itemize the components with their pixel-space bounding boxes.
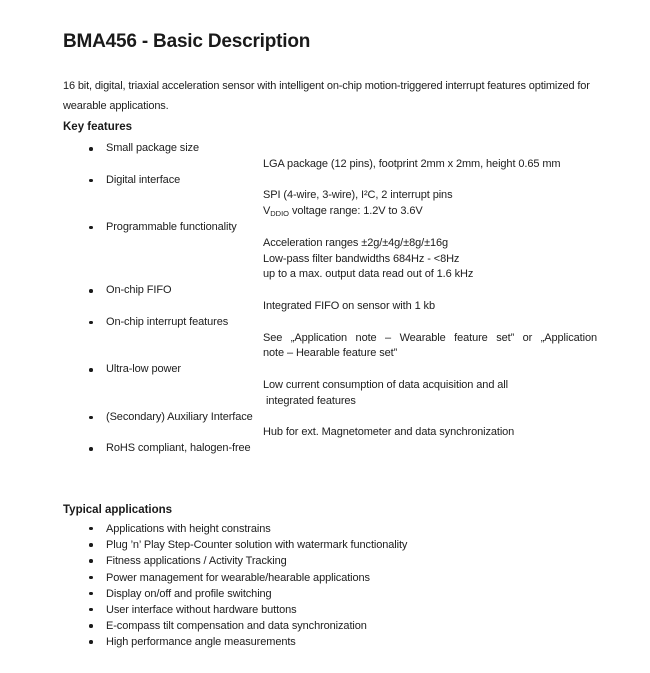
- feature-item: [63, 441, 600, 457]
- application-label: Power management for wearable/hearable applications: [106, 571, 370, 584]
- application-item: [63, 521, 600, 537]
- feature-detail-line: Hub for ext. Magnetometer and data synchronization: [263, 426, 515, 439]
- feature-label: On-chip FIFO: [106, 284, 172, 297]
- vddio-symbol: V: [263, 205, 271, 218]
- feature-item: [63, 410, 600, 442]
- bullet-icon: [89, 576, 93, 580]
- feature-detail-line: See „Application note – Wearable feature set” or „Application: [263, 331, 597, 344]
- feature-details: [263, 157, 597, 173]
- feature-detail-line: Low-pass filter bandwidths 684Hz - <8Hz: [263, 252, 460, 265]
- feature-label: RoHS compliant, halogen-free: [106, 442, 251, 455]
- bullet-icon: [89, 608, 93, 612]
- key-features-heading: Key features: [63, 121, 133, 133]
- bullet-icon: [89, 147, 93, 151]
- feature-detail-line: SPI (4-wire, 3-wire), I²C, 2 interrupt pins: [263, 189, 453, 202]
- bullet-icon: [89, 368, 93, 372]
- bullet-icon: [89, 321, 93, 325]
- bullet-icon: [89, 179, 93, 183]
- feature-item: [63, 315, 600, 362]
- application-label: E-compass tilt compensation and data synchronization: [106, 620, 367, 633]
- feature-detail-line: Low current consumption of data acquisition and all: [263, 378, 508, 391]
- application-item: [63, 634, 600, 650]
- feature-label: Programmable functionality: [106, 220, 237, 233]
- feature-label: On-chip interrupt features: [106, 315, 229, 328]
- feature-item: [63, 283, 600, 315]
- feature-detail-line: Integrated FIFO on sensor with 1 kb: [263, 299, 435, 312]
- application-item: [63, 618, 600, 634]
- vddio-text: voltage range: 1.2V to 3.6V: [289, 205, 423, 218]
- bullet-icon: [89, 289, 93, 293]
- feature-item: [63, 220, 600, 283]
- feature-label: Digital interface: [106, 173, 181, 186]
- application-item: [63, 586, 600, 602]
- feature-bullet-line: [63, 315, 600, 331]
- bullet-icon: [89, 543, 93, 547]
- bullet-icon: [89, 226, 93, 230]
- bullet-icon: [89, 416, 93, 420]
- feature-item: [63, 173, 600, 220]
- key-features-section: [63, 119, 600, 457]
- bullet-icon: [89, 640, 93, 644]
- application-label: Fitness applications / Activity Tracking: [106, 555, 287, 568]
- feature-label: (Secondary) Auxiliary Interface: [106, 410, 253, 423]
- feature-item: [63, 141, 600, 173]
- feature-bullet-line: [63, 410, 600, 426]
- feature-bullet-line: [63, 141, 600, 157]
- application-label: High performance angle measurements: [106, 636, 296, 649]
- feature-detail-line-vddio: [263, 204, 597, 220]
- typical-applications-list: [63, 521, 600, 651]
- feature-details: [263, 331, 597, 363]
- bullet-icon: [89, 527, 93, 531]
- feature-detail-line: up to a max. output data read out of 1.6 kHz: [263, 268, 474, 281]
- key-features-list: [63, 141, 600, 457]
- feature-details: [263, 236, 597, 283]
- bullet-icon: [89, 624, 93, 628]
- application-item: [63, 537, 600, 553]
- feature-bullet-line: [63, 441, 600, 457]
- application-label: Display on/off and profile switching: [106, 587, 272, 600]
- feature-bullet-line: [63, 283, 600, 299]
- feature-detail-line: LGA package (12 pins), footprint 2mm x 2mm, height 0.65 mm: [263, 157, 561, 170]
- feature-label: Small package size: [106, 142, 199, 154]
- application-label: User interface without hardware buttons: [106, 603, 297, 616]
- feature-details: [263, 378, 597, 410]
- application-item: [63, 553, 600, 569]
- bullet-icon: [89, 592, 93, 596]
- feature-details: [263, 188, 597, 220]
- feature-item: [63, 362, 600, 409]
- feature-details: [263, 425, 597, 441]
- feature-bullet-line: [63, 362, 600, 378]
- application-item: [63, 602, 600, 618]
- feature-bullet-line: [63, 220, 600, 236]
- page-title: BMA456 - Basic Description: [63, 31, 311, 52]
- vddio-subscript: DDIO: [270, 208, 289, 218]
- feature-detail-line: integrated features: [266, 394, 356, 407]
- bullet-icon: [89, 559, 93, 563]
- bullet-icon: [89, 447, 93, 451]
- typical-applications-heading: Typical applications: [63, 503, 173, 516]
- application-item: [63, 570, 600, 586]
- feature-details: [263, 299, 597, 315]
- feature-detail-line: note – Hearable feature set”: [263, 347, 398, 360]
- feature-bullet-line: [63, 173, 600, 189]
- feature-label: Ultra-low power: [106, 363, 181, 376]
- application-label: Applications with height constrains: [106, 522, 271, 535]
- application-label: Plug ’n’ Play Step-Counter solution with watermark functionality: [106, 539, 408, 552]
- intro-paragraph: 16 bit, digital, triaxial acceleration sensor with intelligent on-chip motion-triggered interrupt features optimized for wearable applications.: [63, 80, 590, 112]
- typical-applications-section: [63, 502, 600, 651]
- feature-detail-line: Acceleration ranges ±2g/±4g/±8g/±16g: [263, 236, 449, 249]
